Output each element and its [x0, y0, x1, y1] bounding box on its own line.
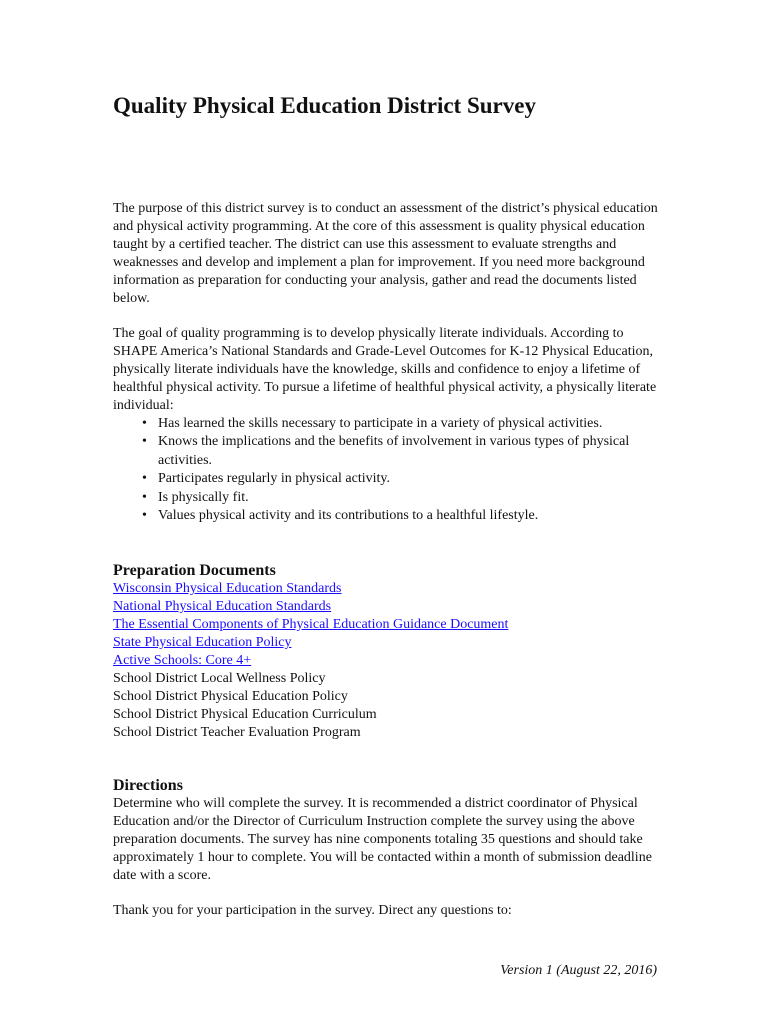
link-national-standards[interactable]: National Physical Education Standards: [113, 599, 332, 614]
list-item: [113, 433, 658, 470]
doc-item-pe-curriculum: School District Physical Education Curriculum: [113, 707, 377, 722]
directions-heading: Directions: [113, 777, 183, 794]
thanks-paragraph: Thank you for your participation in the survey. Direct any questions to:: [113, 903, 512, 918]
page-title: Quality Physical Education District Survey: [113, 93, 536, 118]
doc-item-wellness-policy: School District Local Wellness Policy: [113, 671, 326, 686]
list-item-text: Has learned the skills necessary to participate in a variety of physical activities.: [158, 416, 603, 431]
preparation-heading: Preparation Documents: [113, 562, 276, 579]
preparation-documents-list: [113, 580, 658, 742]
list-item-text: Participates regularly in physical activity.: [158, 471, 390, 487]
version-footer: Version 1 (August 22, 2016): [500, 963, 657, 978]
link-essential-components[interactable]: The Essential Components of Physical Education Guidance Document: [113, 617, 509, 632]
link-active-schools[interactable]: Active Schools: Core 4+: [113, 653, 252, 668]
bullet-icon: •: [142, 416, 147, 431]
doc-item-teacher-evaluation: School District Teacher Evaluation Program: [113, 725, 361, 740]
goal-paragraph: The goal of quality programming is to develop physically literate individuals. According to SHAPE America’s National Standards and Grade-Level Outcomes for K-12 Physical Education, physically literate individuals have the knowledge, skills and confidence to enjoy a lifetime of healthful physical activity. To pursue a lifetime of healthful physical activity, a physically literate individual:: [113, 326, 657, 413]
list-item: [113, 507, 658, 525]
literate-individual-list: [113, 415, 658, 525]
link-wisconsin-standards[interactable]: Wisconsin Physical Education Standards: [113, 581, 342, 596]
bullet-icon: •: [142, 471, 147, 487]
list-item: [113, 415, 658, 433]
list-item-text: Values physical activity and its contributions to a healthful lifestyle.: [158, 508, 539, 524]
list-item-text: Is physically fit.: [158, 489, 249, 505]
list-item: [113, 470, 658, 488]
doc-item-pe-policy: School District Physical Education Policy: [113, 689, 348, 704]
directions-paragraph: Determine who will complete the survey. It is recommended a district coordinator of Physical Education and/or the Director of Curriculum Instruction complete the survey using the above preparation documents. The survey has nine components totaling 35 questions and should take approximately 1 hour to complete. You will be contacted within a month of submission deadline date with a score.: [113, 796, 652, 883]
list-item: [113, 489, 658, 507]
bullet-icon: •: [142, 508, 147, 524]
bullet-icon: •: [142, 489, 147, 505]
purpose-paragraph: The purpose of this district survey is to conduct an assessment of the district’s physical education and physical activity programming. At the core of this assessment is quality physical education taught by a certified teacher. The district can use this assessment to evaluate strengths and weaknesses and develop and implement a plan for improvement. If you need more background information as preparation for conducting your analysis, gather and read the documents listed below.: [113, 201, 658, 306]
bullet-icon: •: [142, 434, 147, 450]
list-item-text: Knows the implications and the benefits of involvement in various types of physical activities.: [158, 434, 630, 468]
link-state-policy[interactable]: State Physical Education Policy: [113, 635, 292, 650]
